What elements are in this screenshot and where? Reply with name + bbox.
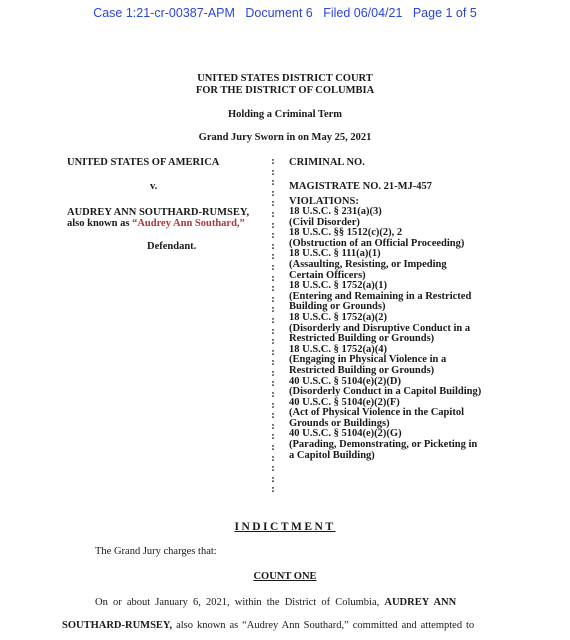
defendant-name-inline: AUDREY ANN: [384, 597, 457, 608]
grand-jury-charges: The Grand Jury charges that:: [95, 546, 217, 557]
violation-line: (Act of Physical Violence in the Capitol: [289, 407, 464, 419]
violation-line: 18 U.S.C. § 111(a)(1): [289, 248, 381, 260]
criminal-no: CRIMINAL NO.: [289, 157, 365, 168]
defendant-label: Defendant.: [147, 241, 197, 252]
plaintiff-name: UNITED STATES OF AMERICA: [67, 157, 220, 168]
violation-line: Certain Officers): [289, 269, 366, 281]
violation-line: 18 U.S.C. § 1752(a)(4): [289, 343, 387, 355]
violation-line: (Obstruction of an Official Proceeding): [289, 237, 465, 249]
case-number: Case 1:21-cr-00387-APM: [93, 6, 235, 20]
violation-line: Grounds or Buildings): [289, 417, 390, 429]
document-number: Document 6: [245, 6, 313, 20]
violation-line: (Disorderly Conduct in a Capitol Building): [289, 386, 482, 398]
violation-line: 40 U.S.C. § 5104(e)(2)(F): [289, 396, 400, 408]
paragraph-line-1: On or about January 6, 2021, within the District of Columbia, AUDREY ANN: [95, 597, 457, 608]
violations-list: [289, 207, 481, 461]
page-number: Page 1 of 5: [412, 6, 477, 20]
court-name-line2: FOR THE DISTRICT OF COLUMBIA: [195, 85, 375, 96]
violation-line: a Capitol Building): [289, 449, 375, 461]
defendant-name: AUDREY ANN SOUTHARD-RUMSEY,: [67, 207, 250, 218]
indictment-title: INDICTMENT: [234, 521, 336, 533]
magistrate-no: MAGISTRATE NO. 21-MJ-457: [289, 181, 433, 192]
count-one-title: COUNT ONE: [253, 571, 317, 582]
filed-date: Filed 06/04/21: [323, 6, 403, 20]
violations-label: VIOLATIONS:: [289, 196, 359, 207]
violation-line: 18 U.S.C. § 1752(a)(2): [289, 311, 387, 323]
paragraph-line-2: SOUTHARD-RUMSEY, also known as “Audrey Ann Southard,” committed and attempted to: [62, 620, 475, 631]
violation-line: Restricted Building or Grounds): [289, 333, 435, 345]
alias-name: “Audrey Ann Southard,”: [132, 218, 245, 229]
violation-line: 18 U.S.C. § 231(a)(3): [289, 206, 382, 217]
violation-line: 40 U.S.C. § 5104(e)(2)(D): [289, 375, 401, 387]
defendant-alias: [67, 218, 245, 229]
caption-colon-column: : : : : : : : : : : : : : : : : : : : : : : : : : : : : : : : :: [271, 156, 275, 496]
criminal-term: Holding a Criminal Term: [227, 109, 343, 120]
violation-line: (Civil Disorder): [289, 216, 360, 228]
violation-line: Restricted Building or Grounds): [289, 364, 435, 376]
grand-jury-sworn: Grand Jury Sworn in on May 25, 2021: [198, 132, 372, 143]
court-name-line1: UNITED STATES DISTRICT COURT: [197, 73, 373, 84]
violation-line: (Parading, Demonstrating, or Picketing in: [289, 439, 478, 451]
violation-line: (Entering and Remaining in a Restricted: [289, 290, 472, 302]
case-header: [0, 6, 570, 20]
violation-line: 18 U.S.C. § 1752(a)(1): [289, 280, 387, 292]
violation-line: (Disorderly and Disruptive Conduct in a: [289, 322, 471, 334]
violation-line: Building or Grounds): [289, 301, 386, 313]
violation-line: (Assaulting, Resisting, or Impeding: [289, 258, 447, 270]
alias-prefix: also known as: [67, 218, 133, 229]
versus: v.: [150, 181, 158, 192]
defendant-name-inline: SOUTHARD-RUMSEY,: [62, 620, 173, 631]
violation-line: 40 U.S.C. § 5104(e)(2)(G): [289, 428, 402, 440]
violation-line: 18 U.S.C. §§ 1512(c)(2), 2: [289, 227, 403, 239]
violation-line: (Engaging in Physical Violence in a: [289, 354, 447, 366]
